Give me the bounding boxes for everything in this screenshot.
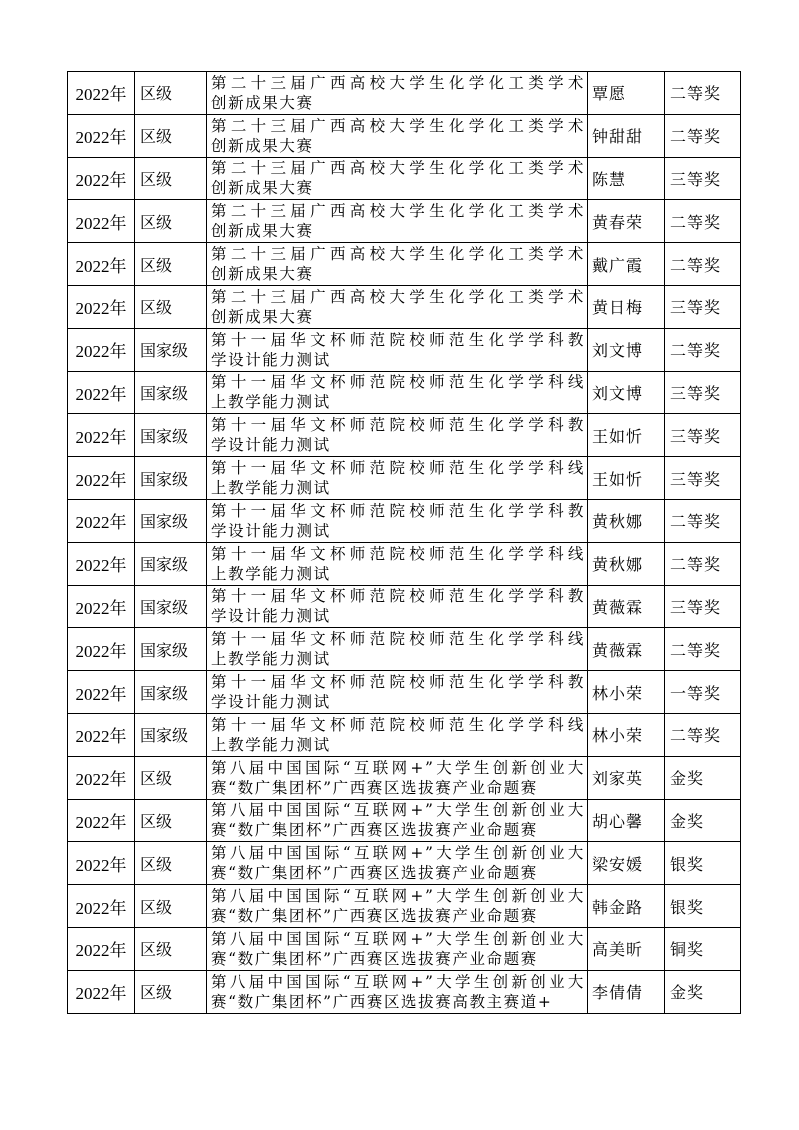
awards-table: [67, 71, 741, 1014]
year-cell: 2022年: [68, 200, 135, 243]
winner-cell: 刘文博: [588, 328, 665, 371]
winner-cell: 黄秋娜: [588, 542, 665, 585]
level-cell: 区级: [135, 927, 207, 970]
table-row: [68, 414, 741, 457]
year-cell: 2022年: [68, 457, 135, 500]
competition-line: 第二十三届广西高校大学生化学化工类学术: [211, 73, 585, 92]
competition-line: 赛“数广集团杯”广西赛区选拔赛产业命题赛: [211, 907, 538, 926]
competition-cell: [207, 328, 588, 371]
year-cell: 2022年: [68, 756, 135, 799]
award-cell: 二等奖: [665, 114, 741, 157]
winner-cell: 刘文博: [588, 371, 665, 414]
competition-line: 第二十三届广西高校大学生化学化工类学术: [211, 202, 585, 221]
competition-cell: [207, 285, 588, 328]
competition-cell: [207, 157, 588, 200]
award-cell: 金奖: [665, 756, 741, 799]
award-cell: 二等奖: [665, 200, 741, 243]
table-row: [68, 285, 741, 328]
award-cell: 三等奖: [665, 457, 741, 500]
award-cell: 银奖: [665, 885, 741, 928]
award-cell: 三等奖: [665, 285, 741, 328]
award-cell: 金奖: [665, 799, 741, 842]
level-cell: 区级: [135, 114, 207, 157]
level-cell: 区级: [135, 72, 207, 115]
competition-line: 学设计能力测试: [211, 521, 331, 540]
award-cell: 金奖: [665, 970, 741, 1013]
level-cell: 区级: [135, 756, 207, 799]
winner-cell: 林小荣: [588, 713, 665, 756]
competition-line: 第十一届华文杯师范院校师范生化学学科教: [211, 587, 585, 606]
table-row: [68, 542, 741, 585]
competition-cell: [207, 927, 588, 970]
winner-cell: 高美昕: [588, 927, 665, 970]
table-row: [68, 200, 741, 243]
winner-cell: 韩金路: [588, 885, 665, 928]
winner-cell: 黄春荣: [588, 200, 665, 243]
winner-cell: 林小荣: [588, 671, 665, 714]
competition-cell: [207, 671, 588, 714]
competition-cell: [207, 457, 588, 500]
competition-line: 第二十三届广西高校大学生化学化工类学术: [211, 116, 585, 135]
year-cell: 2022年: [68, 371, 135, 414]
competition-line: 赛“数广集团杯”广西赛区选拔赛产业命题赛: [211, 821, 538, 840]
award-cell: 二等奖: [665, 499, 741, 542]
year-cell: 2022年: [68, 328, 135, 371]
table-row: [68, 842, 741, 885]
table-row: [68, 799, 741, 842]
competition-line: 创新成果大赛: [211, 265, 314, 284]
winner-cell: 王如忻: [588, 457, 665, 500]
award-cell: 二等奖: [665, 328, 741, 371]
award-cell: 二等奖: [665, 243, 741, 286]
year-cell: 2022年: [68, 157, 135, 200]
table-row: [68, 243, 741, 286]
competition-line: 第八届中国国际“互联网+”大学生创新创业大: [211, 801, 585, 820]
competition-cell: [207, 970, 588, 1013]
winner-cell: 胡心馨: [588, 799, 665, 842]
competition-cell: [207, 542, 588, 585]
year-cell: 2022年: [68, 970, 135, 1013]
year-cell: 2022年: [68, 114, 135, 157]
table-row: [68, 371, 741, 414]
award-cell: 三等奖: [665, 371, 741, 414]
table-row: [68, 457, 741, 500]
level-cell: 区级: [135, 885, 207, 928]
level-cell: 国家级: [135, 371, 207, 414]
table-row: [68, 756, 741, 799]
level-cell: 区级: [135, 157, 207, 200]
competition-cell: [207, 885, 588, 928]
competition-cell: [207, 799, 588, 842]
award-cell: 二等奖: [665, 542, 741, 585]
winner-cell: 陈慧: [588, 157, 665, 200]
competition-line: 创新成果大赛: [211, 307, 314, 326]
winner-cell: 黄日梅: [588, 285, 665, 328]
award-cell: 二等奖: [665, 628, 741, 671]
competition-line: 第八届中国国际“互联网+”大学生创新创业大: [211, 972, 585, 991]
competition-cell: [207, 243, 588, 286]
competition-line: 第八届中国国际“互联网+”大学生创新创业大: [211, 758, 585, 777]
year-cell: 2022年: [68, 585, 135, 628]
competition-line: 第十一届华文杯师范院校师范生化学学科线: [211, 630, 585, 649]
award-cell: 三等奖: [665, 157, 741, 200]
competition-cell: [207, 842, 588, 885]
level-cell: 区级: [135, 799, 207, 842]
year-cell: 2022年: [68, 499, 135, 542]
table-row: [68, 114, 741, 157]
year-cell: 2022年: [68, 243, 135, 286]
award-cell: 一等奖: [665, 671, 741, 714]
table-row: [68, 628, 741, 671]
competition-cell: [207, 499, 588, 542]
competition-cell: [207, 114, 588, 157]
table-row: [68, 499, 741, 542]
year-cell: 2022年: [68, 885, 135, 928]
competition-line: 学设计能力测试: [211, 693, 331, 712]
year-cell: 2022年: [68, 671, 135, 714]
competition-cell: [207, 72, 588, 115]
table-row: [68, 970, 741, 1013]
table-row: [68, 713, 741, 756]
competition-line: 第八届中国国际“互联网+”大学生创新创业大: [211, 929, 585, 948]
level-cell: 区级: [135, 970, 207, 1013]
award-cell: 三等奖: [665, 585, 741, 628]
competition-line: 赛“数广集团杯”广西赛区选拔赛高教主赛道+: [211, 992, 553, 1011]
competition-cell: [207, 585, 588, 628]
level-cell: 国家级: [135, 585, 207, 628]
competition-line: 赛“数广集团杯”广西赛区选拔赛产业命题赛: [211, 864, 538, 883]
competition-line: 第二十三届广西高校大学生化学化工类学术: [211, 159, 585, 178]
competition-line: 第十一届华文杯师范院校师范生化学学科线: [211, 544, 585, 563]
year-cell: 2022年: [68, 414, 135, 457]
level-cell: 国家级: [135, 628, 207, 671]
table-row: [68, 585, 741, 628]
level-cell: 国家级: [135, 671, 207, 714]
competition-line: 上教学能力测试: [211, 735, 331, 754]
competition-line: 学设计能力测试: [211, 607, 331, 626]
year-cell: 2022年: [68, 72, 135, 115]
level-cell: 区级: [135, 285, 207, 328]
award-cell: 铜奖: [665, 927, 741, 970]
awards-table-body: [68, 72, 741, 1014]
level-cell: 区级: [135, 243, 207, 286]
competition-line: 第十一届华文杯师范院校师范生化学学科线: [211, 715, 585, 734]
year-cell: 2022年: [68, 799, 135, 842]
winner-cell: 覃愿: [588, 72, 665, 115]
competition-line: 第十一届华文杯师范院校师范生化学学科线: [211, 373, 585, 392]
winner-cell: 黄薇霖: [588, 585, 665, 628]
competition-line: 第二十三届广西高校大学生化学化工类学术: [211, 287, 585, 306]
award-cell: 银奖: [665, 842, 741, 885]
year-cell: 2022年: [68, 842, 135, 885]
year-cell: 2022年: [68, 628, 135, 671]
competition-cell: [207, 414, 588, 457]
level-cell: 区级: [135, 842, 207, 885]
winner-cell: 刘家英: [588, 756, 665, 799]
competition-line: 学设计能力测试: [211, 350, 331, 369]
competition-line: 创新成果大赛: [211, 93, 314, 112]
competition-line: 赛“数广集团杯”广西赛区选拔赛产业命题赛: [211, 949, 538, 968]
competition-line: 上教学能力测试: [211, 479, 331, 498]
competition-line: 赛“数广集团杯”广西赛区选拔赛产业命题赛: [211, 778, 538, 797]
award-cell: 三等奖: [665, 414, 741, 457]
competition-cell: [207, 756, 588, 799]
competition-line: 上教学能力测试: [211, 650, 331, 669]
table-row: [68, 671, 741, 714]
competition-line: 第二十三届广西高校大学生化学化工类学术: [211, 245, 585, 264]
table-row: [68, 157, 741, 200]
level-cell: 区级: [135, 200, 207, 243]
competition-line: 创新成果大赛: [211, 136, 314, 155]
award-cell: 二等奖: [665, 713, 741, 756]
winner-cell: 黄薇霖: [588, 628, 665, 671]
competition-line: 上教学能力测试: [211, 564, 331, 583]
year-cell: 2022年: [68, 542, 135, 585]
table-row: [68, 885, 741, 928]
table-row: [68, 72, 741, 115]
winner-cell: 王如忻: [588, 414, 665, 457]
level-cell: 国家级: [135, 328, 207, 371]
competition-line: 创新成果大赛: [211, 222, 314, 241]
competition-cell: [207, 713, 588, 756]
competition-line: 上教学能力测试: [211, 393, 331, 412]
competition-line: 第八届中国国际“互联网+”大学生创新创业大: [211, 844, 585, 863]
table-row: [68, 328, 741, 371]
winner-cell: 钟甜甜: [588, 114, 665, 157]
competition-line: 第八届中国国际“互联网+”大学生创新创业大: [211, 887, 585, 906]
competition-line: 第十一届华文杯师范院校师范生化学学科教: [211, 416, 585, 435]
winner-cell: 黄秋娜: [588, 499, 665, 542]
year-cell: 2022年: [68, 927, 135, 970]
competition-line: 创新成果大赛: [211, 179, 314, 198]
competition-line: 第十一届华文杯师范院校师范生化学学科教: [211, 330, 585, 349]
level-cell: 国家级: [135, 414, 207, 457]
competition-line: 第十一届华文杯师范院校师范生化学学科教: [211, 501, 585, 520]
competition-cell: [207, 628, 588, 671]
level-cell: 国家级: [135, 713, 207, 756]
winner-cell: 戴广霞: [588, 243, 665, 286]
table-row: [68, 927, 741, 970]
competition-line: 第十一届华文杯师范院校师范生化学学科线: [211, 459, 585, 478]
year-cell: 2022年: [68, 285, 135, 328]
competition-line: 学设计能力测试: [211, 436, 331, 455]
winner-cell: 李倩倩: [588, 970, 665, 1013]
competition-cell: [207, 200, 588, 243]
competition-line: 第十一届华文杯师范院校师范生化学学科教: [211, 673, 585, 692]
award-cell: 二等奖: [665, 72, 741, 115]
level-cell: 国家级: [135, 542, 207, 585]
winner-cell: 梁安媛: [588, 842, 665, 885]
year-cell: 2022年: [68, 713, 135, 756]
level-cell: 国家级: [135, 457, 207, 500]
level-cell: 国家级: [135, 499, 207, 542]
competition-cell: [207, 371, 588, 414]
